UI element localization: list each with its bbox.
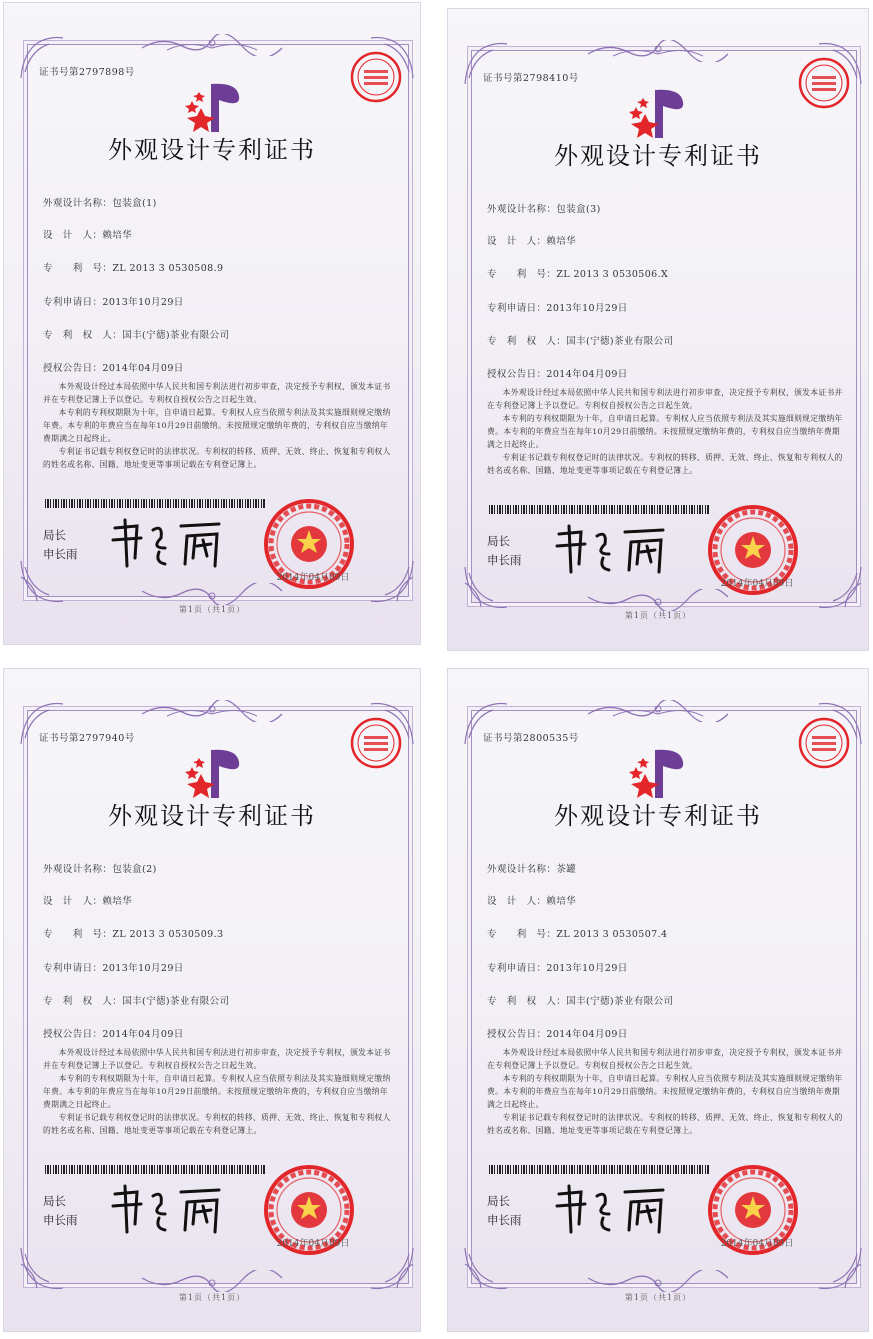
design-name-field: 外观设计名称：茶罐 (487, 864, 577, 875)
corner-ornament-icon (815, 563, 865, 613)
barcode (45, 1165, 265, 1174)
design-name-field: 外观设计名称：包装盒(2) (43, 864, 157, 875)
filing-date-field: 专利申请日：2013年10月29日 (43, 297, 184, 308)
patent-number-field: 专 利 号：ZL 2013 3 0530509.3 (43, 929, 224, 940)
page-number: 第1页（共1页） (624, 1293, 692, 1302)
corner-ornament-icon (17, 1244, 67, 1294)
certificate-number: 证书号第2797940号 (39, 733, 135, 744)
filing-date-field: 专利申请日：2013年10月29日 (487, 963, 628, 974)
ornament-bottom-icon (583, 1270, 733, 1292)
certificate-card (3, 2, 421, 645)
certificate-title: 外观设计专利证书 (108, 802, 316, 830)
director-signature (551, 520, 675, 578)
certificate-body-text: 本外观设计经过本局依照中华人民共和国专利法进行初步审查，决定授予专利权，颁发本证书并在专利登记簿上予以登记。专利权自授权公告之日起生效。 本专利的专利权期限为十年，自申请日起算。专利权人应当依照专利法及其实施细则规定缴纳年费。本专利的年费应当在每年10月29日前缴纳。未按照规定缴纳年费的，专利权自应当缴纳年费期满之日起终止。 专利证书记载专利权登记时的法律状况。专利权的转移、质押、无效、终止、恢复和专利权人的姓名或名称、国籍、地址变更等事项记载在专利登记簿上。 (487, 1048, 843, 1135)
grant-date-field: 授权公告日：2014年04月09日 (43, 1029, 184, 1040)
certificate-body-text: 本外观设计经过本局依照中华人民共和国专利法进行初步审查，决定授予专利权，颁发本证书并在专利登记簿上予以登记。专利权自授权公告之日起生效。 本专利的专利权期限为十年，自申请日起算。专利权人应当依照专利法及其实施细则规定缴纳年费。本专利的年费应当在每年10月29日前缴纳。未按照规定缴纳年费的，专利权自应当缴纳年费期满之日起终止。 专利证书记载专利权登记时的法律状况。专利权的转移、质押、无效、终止、恢复和专利权人的姓名或名称、国籍、地址变更等事项记载在专利登记簿上。 (487, 388, 843, 475)
director-labels: 局长 申长雨 (43, 1194, 78, 1227)
director-labels: 局长 申长雨 (487, 534, 522, 567)
patent-number-field: 专 利 号：ZL 2013 3 0530506.X (487, 269, 669, 280)
designer-field: 设 计 人：赖培华 (43, 896, 133, 907)
patent-owner-field: 专 利 权 人：国丰(宁德)茶业有限公司 (487, 996, 674, 1007)
corner-ornament-icon (461, 1244, 511, 1294)
certificate-card (3, 668, 421, 1332)
barcode (489, 1165, 709, 1174)
patent-office-logo-icon (623, 744, 693, 802)
certificate-card (447, 668, 869, 1332)
director-labels: 局长 申长雨 (487, 1194, 522, 1227)
ornament-top-icon (137, 34, 287, 56)
page-number: 第1页（共1页） (178, 1293, 246, 1302)
corner-ornament-icon (367, 557, 417, 607)
ornament-top-icon (583, 40, 733, 62)
director-signature (551, 1180, 675, 1238)
barcode (45, 499, 265, 508)
patent-owner-field: 专 利 权 人：国丰(宁德)茶业有限公司 (43, 330, 230, 341)
ornament-bottom-icon (137, 1270, 287, 1292)
seal-date: 2014年04月09日 (276, 1239, 350, 1249)
certificate-body-text: 本外观设计经过本局依照中华人民共和国专利法进行初步审查，决定授予专利权，颁发本证书并在专利登记簿上予以登记。专利权自授权公告之日起生效。 本专利的专利权期限为十年，自申请日起算。专利权人应当依照专利法及其实施细则规定缴纳年费。本专利的年费应当在每年10月29日前缴纳。未按照规定缴纳年费的，专利权自应当缴纳年费期满之日起终止。 专利证书记载专利权登记时的法律状况。专利权的转移、质押、无效、终止、恢复和专利权人的姓名或名称、国籍、地址变更等事项记载在专利登记簿上。 (43, 1048, 391, 1135)
seal-date: 2014年04月09日 (276, 573, 350, 583)
grant-date-field: 授权公告日：2014年04月09日 (43, 363, 184, 374)
page-number: 第1页（共1页） (178, 605, 246, 614)
certificate-title: 外观设计专利证书 (554, 802, 762, 830)
corner-approval-seal-icon (349, 50, 403, 104)
grant-date-field: 授权公告日：2014年04月09日 (487, 1029, 628, 1040)
certificate-title: 外观设计专利证书 (554, 142, 762, 170)
filing-date-field: 专利申请日：2013年10月29日 (43, 963, 184, 974)
patent-office-logo-icon (179, 78, 249, 136)
director-signature (107, 514, 231, 572)
filing-date-field: 专利申请日：2013年10月29日 (487, 303, 628, 314)
grant-date-field: 授权公告日：2014年04月09日 (487, 369, 628, 380)
director-signature (107, 1180, 231, 1238)
patent-number-field: 专 利 号：ZL 2013 3 0530508.9 (43, 263, 224, 274)
design-name-field: 外观设计名称：包装盒(3) (487, 204, 601, 215)
designer-field: 设 计 人：赖培华 (43, 230, 133, 241)
corner-ornament-icon (17, 557, 67, 607)
corner-ornament-icon (461, 563, 511, 613)
patent-number-field: 专 利 号：ZL 2013 3 0530507.4 (487, 929, 668, 940)
ornament-top-icon (137, 700, 287, 722)
certificate-card (447, 8, 869, 651)
patent-owner-field: 专 利 权 人：国丰(宁德)茶业有限公司 (487, 336, 674, 347)
designer-field: 设 计 人：赖培华 (487, 896, 577, 907)
patent-office-logo-icon (179, 744, 249, 802)
certificate-number: 证书号第2798410号 (483, 73, 579, 84)
corner-ornament-icon (815, 1244, 865, 1294)
design-name-field: 外观设计名称：包装盒(1) (43, 198, 157, 209)
certificate-title: 外观设计专利证书 (108, 136, 316, 164)
patent-office-logo-icon (623, 84, 693, 142)
certificate-number: 证书号第2797898号 (39, 67, 135, 78)
page-number: 第1页（共1页） (624, 611, 692, 620)
corner-approval-seal-icon (797, 56, 851, 110)
seal-date: 2014年04月09日 (720, 579, 794, 589)
ornament-top-icon (583, 700, 733, 722)
seal-date: 2014年04月09日 (720, 1239, 794, 1249)
certificate-number: 证书号第2800535号 (483, 733, 579, 744)
certificate-body-text: 本外观设计经过本局依照中华人民共和国专利法进行初步审查，决定授予专利权，颁发本证书并在专利登记簿上予以登记。专利权自授权公告之日起生效。 本专利的专利权期限为十年，自申请日起算。专利权人应当依照专利法及其实施细则规定缴纳年费。本专利的年费应当在每年10月29日前缴纳。未按照规定缴纳年费的，专利权自应当缴纳年费期满之日起终止。 专利证书记载专利权登记时的法律状况。专利权的转移、质押、无效、终止、恢复和专利权人的姓名或名称、国籍、地址变更等事项记载在专利登记簿上。 (43, 382, 391, 469)
corner-approval-seal-icon (797, 716, 851, 770)
director-labels: 局长 申长雨 (43, 528, 78, 561)
patent-owner-field: 专 利 权 人：国丰(宁德)茶业有限公司 (43, 996, 230, 1007)
barcode (489, 505, 709, 514)
corner-ornament-icon (367, 1244, 417, 1294)
designer-field: 设 计 人：赖培华 (487, 236, 577, 247)
corner-approval-seal-icon (349, 716, 403, 770)
